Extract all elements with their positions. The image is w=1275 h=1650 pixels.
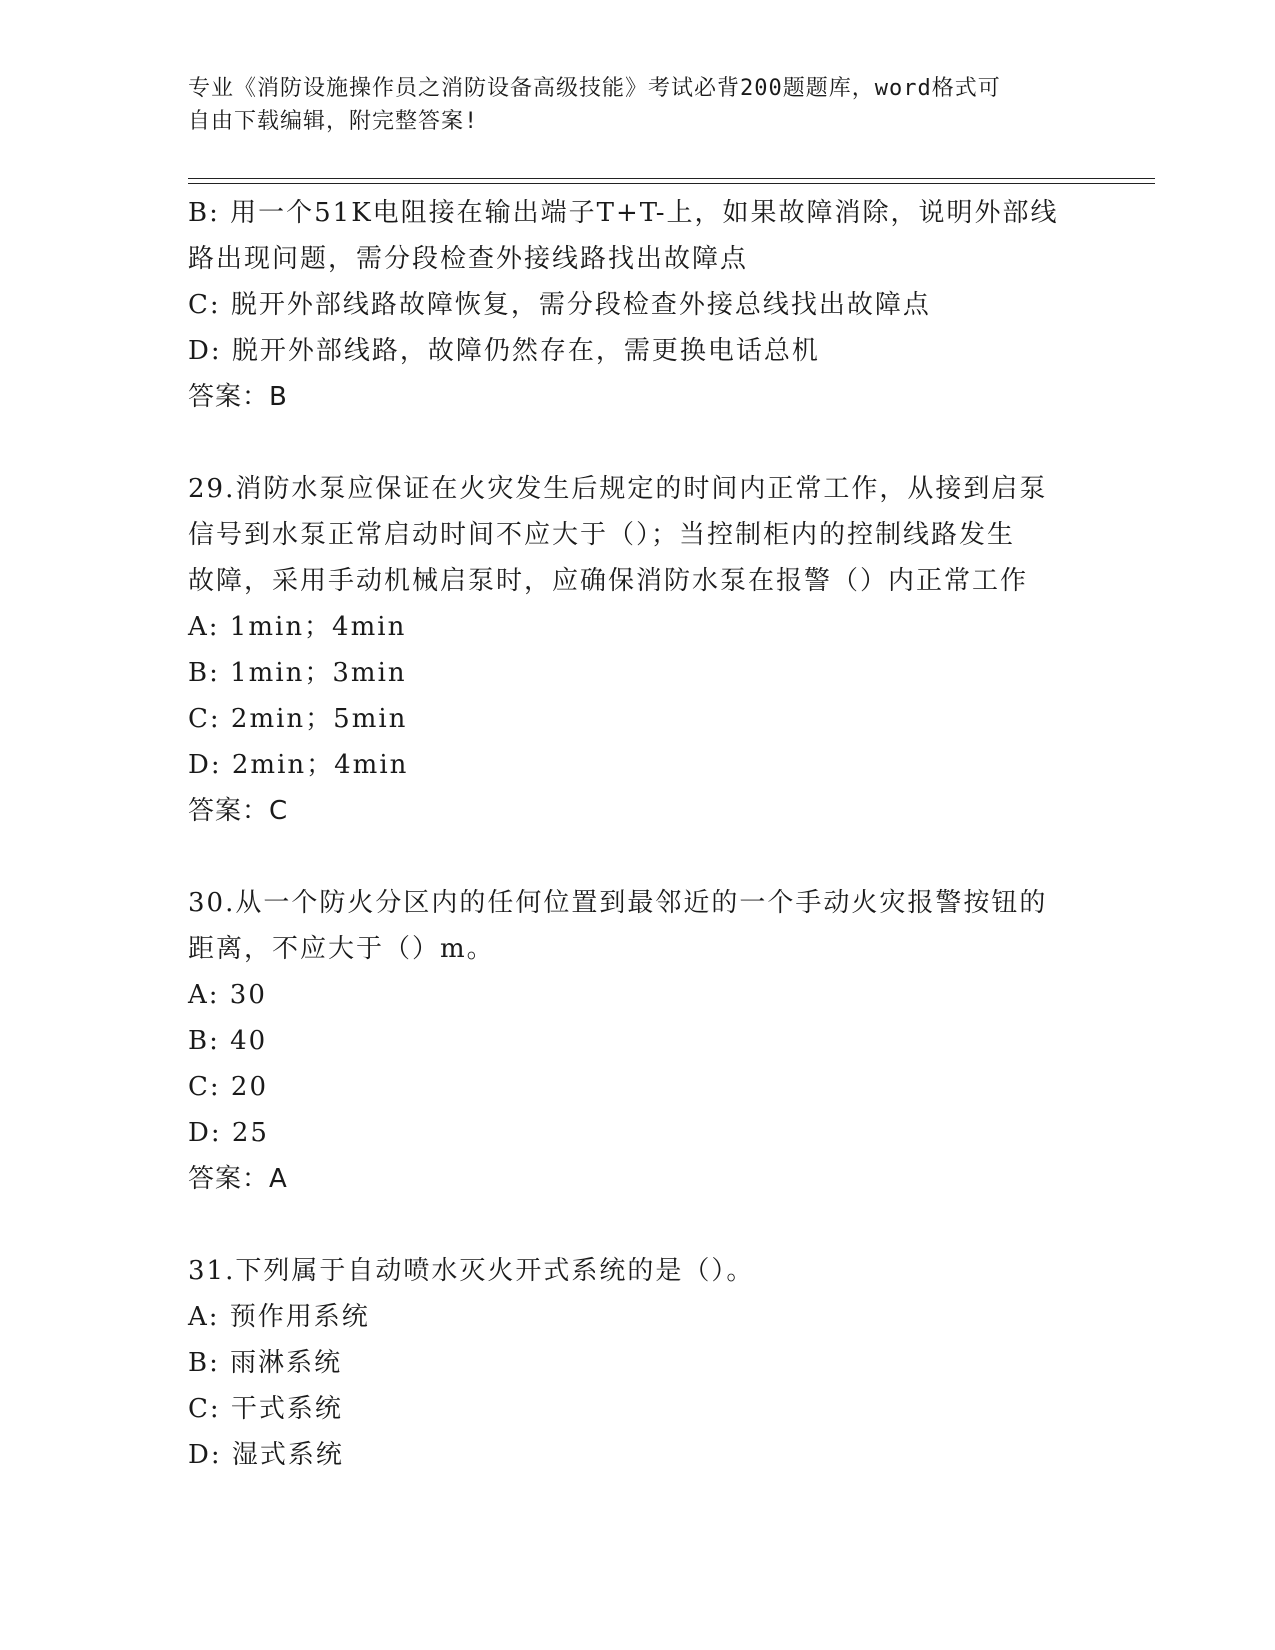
q29-option-c: C: 2min；5min [188,704,408,734]
q30-option-a: A: 30 [188,980,267,1010]
spacer [188,420,1088,466]
q31-text-line-1: 31.下列属于自动喷水灭火开式系统的是（）。 [188,1256,755,1286]
q28-option-d: D: 脱开外部线路，故障仍然存在，需更换电话总机 [188,336,820,366]
q30-text-line-2: 距离，不应大于（）m。 [188,934,495,964]
q31-option-b: B: 雨淋系统 [188,1348,343,1378]
header-line-1: 专业《消防设施操作员之消防设备高级技能》考试必背200题题库，word格式可 [188,76,1001,101]
q28-answer: 答案：B [188,382,288,412]
question-content [188,190,1088,1478]
question-31-block [188,1248,1088,1478]
q29-text-line-3: 故障，采用手动机械启泵时，应确保消防水泵在报警（）内正常工作 [188,566,1029,596]
q29-text-line-1: 29.消防水泵应保证在火灾发生后规定的时间内正常工作，从接到启泵 [188,474,1048,504]
header-line-2: 自由下载编辑，附完整答案! [188,109,479,134]
q30-option-d: D: 25 [188,1118,269,1148]
question-28-block [188,190,1088,420]
header-divider-bottom [188,183,1155,184]
q31-option-c: C: 干式系统 [188,1394,343,1424]
q30-option-b: B: 40 [188,1026,268,1056]
q31-option-d: D: 湿式系统 [188,1440,344,1470]
q30-answer: 答案：A [188,1164,288,1194]
header-divider-top [188,178,1155,179]
q30-option-c: C: 20 [188,1072,269,1102]
q28-option-b-line-2: 路出现问题，需分段检查外接线路找出故障点 [188,244,749,274]
q28-option-c: C: 脱开外部线路故障恢复，需分段检查外接总线找出故障点 [188,290,931,320]
q29-text-line-2: 信号到水泵正常启动时间不应大于（）；当控制柜内的控制线路发生 [188,520,1016,550]
q29-option-d: D: 2min；4min [188,750,409,780]
q28-option-b-line-1: B: 用一个51K电阻接在输出端子T+T-上，如果故障消除，说明外部线 [188,198,1059,228]
q29-option-a: A: 1min；4min [188,612,407,642]
q29-option-b: B: 1min；3min [188,658,407,688]
spacer [188,1202,1088,1248]
document-header [188,72,1088,138]
q31-option-a: A: 预作用系统 [188,1302,370,1332]
question-30-block [188,880,1088,1202]
spacer [188,834,1088,880]
question-29-block [188,466,1088,834]
q30-text-line-1: 30.从一个防火分区内的任何位置到最邻近的一个手动火灾报警按钮的 [188,888,1048,918]
q29-answer: 答案：C [188,796,289,826]
